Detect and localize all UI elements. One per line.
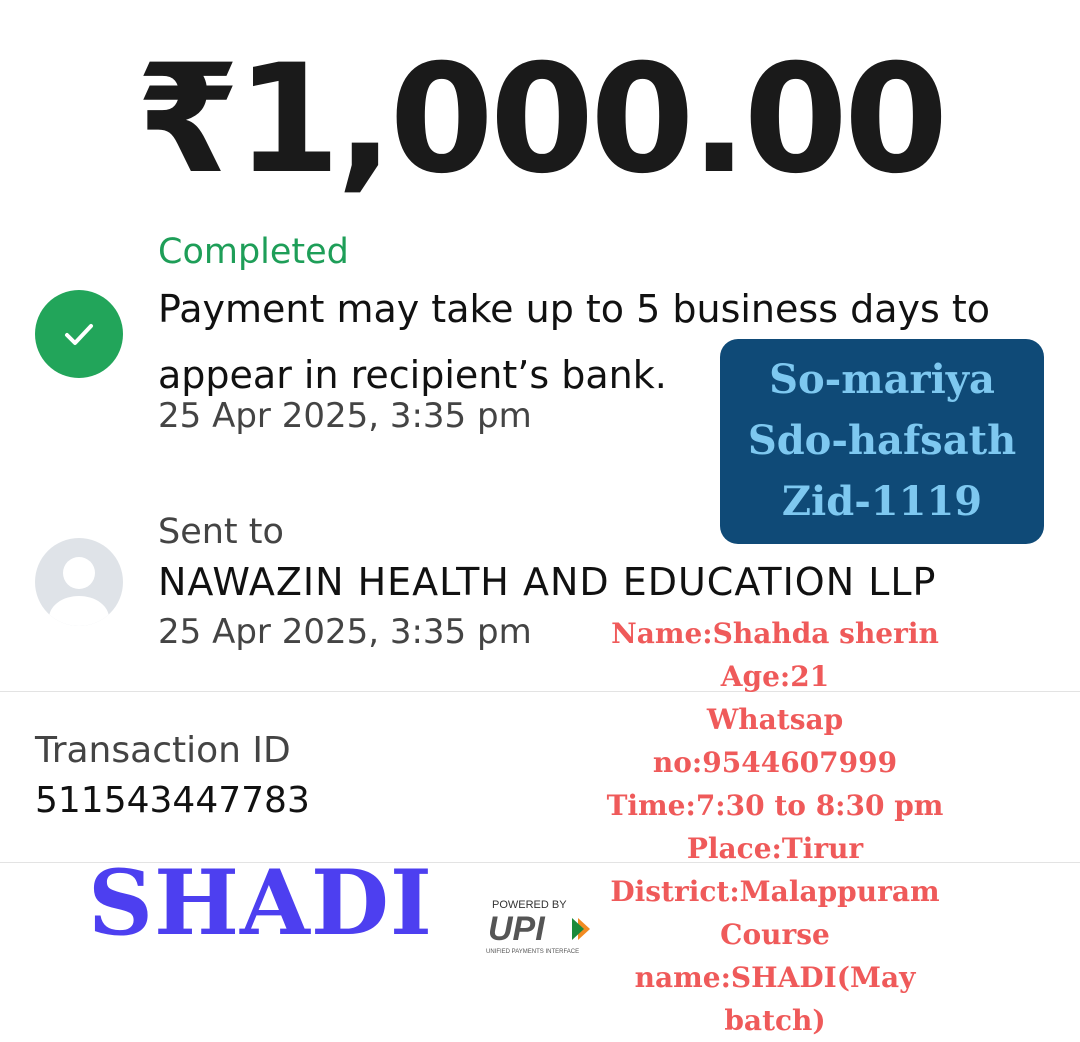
overlay-box-line: Zid-1119 [781, 478, 983, 525]
status-label: Completed [158, 232, 349, 272]
info-line: name:SHADI(May [634, 961, 916, 994]
info-line: Whatsap [706, 703, 844, 736]
overlay-id-box [720, 339, 1044, 544]
info-line: batch) [724, 1004, 826, 1037]
upi-sub-text: UNIFIED PAYMENTS INTERFACE [486, 949, 580, 955]
recipient-name: NAWAZIN HEALTH AND EDUCATION LLP [158, 560, 937, 604]
info-line: Time:7:30 to 8:30 pm [606, 789, 944, 822]
status-message: Payment may take up to 5 business days to appear in recipient’s bank. [158, 287, 990, 397]
info-line: no:9544607999 [652, 746, 898, 779]
info-line: Name:Shahda sherin [611, 617, 939, 650]
status-datetime: 25 Apr 2025, 3:35 pm [158, 396, 532, 436]
check-icon [35, 290, 123, 378]
info-line: Place:Tirur [686, 832, 864, 865]
overlay-box-line: Sdo-hafsath [747, 417, 1017, 464]
upi-logo-text: UPI [488, 910, 545, 948]
transaction-id-value[interactable]: 511543447783 [35, 780, 310, 814]
info-line: District:Malappuram [610, 875, 940, 908]
shadi-title: SHADI [88, 850, 434, 956]
transaction-id-label: Transaction ID [35, 730, 291, 771]
info-line: Course [720, 918, 830, 951]
sent-to-label: Sent to [158, 512, 284, 552]
info-line: Age:21 [720, 660, 830, 693]
person-icon [35, 538, 123, 626]
upi-powered-text: POWERED BY [492, 899, 567, 911]
overlay-box-line: So-mariya [769, 356, 995, 403]
sent-datetime: 25 Apr 2025, 3:35 pm [158, 612, 532, 652]
payment-amount: ₹1,000.00 [135, 33, 945, 207]
upi-logo [486, 896, 598, 958]
overlay-info-text [590, 612, 960, 1042]
